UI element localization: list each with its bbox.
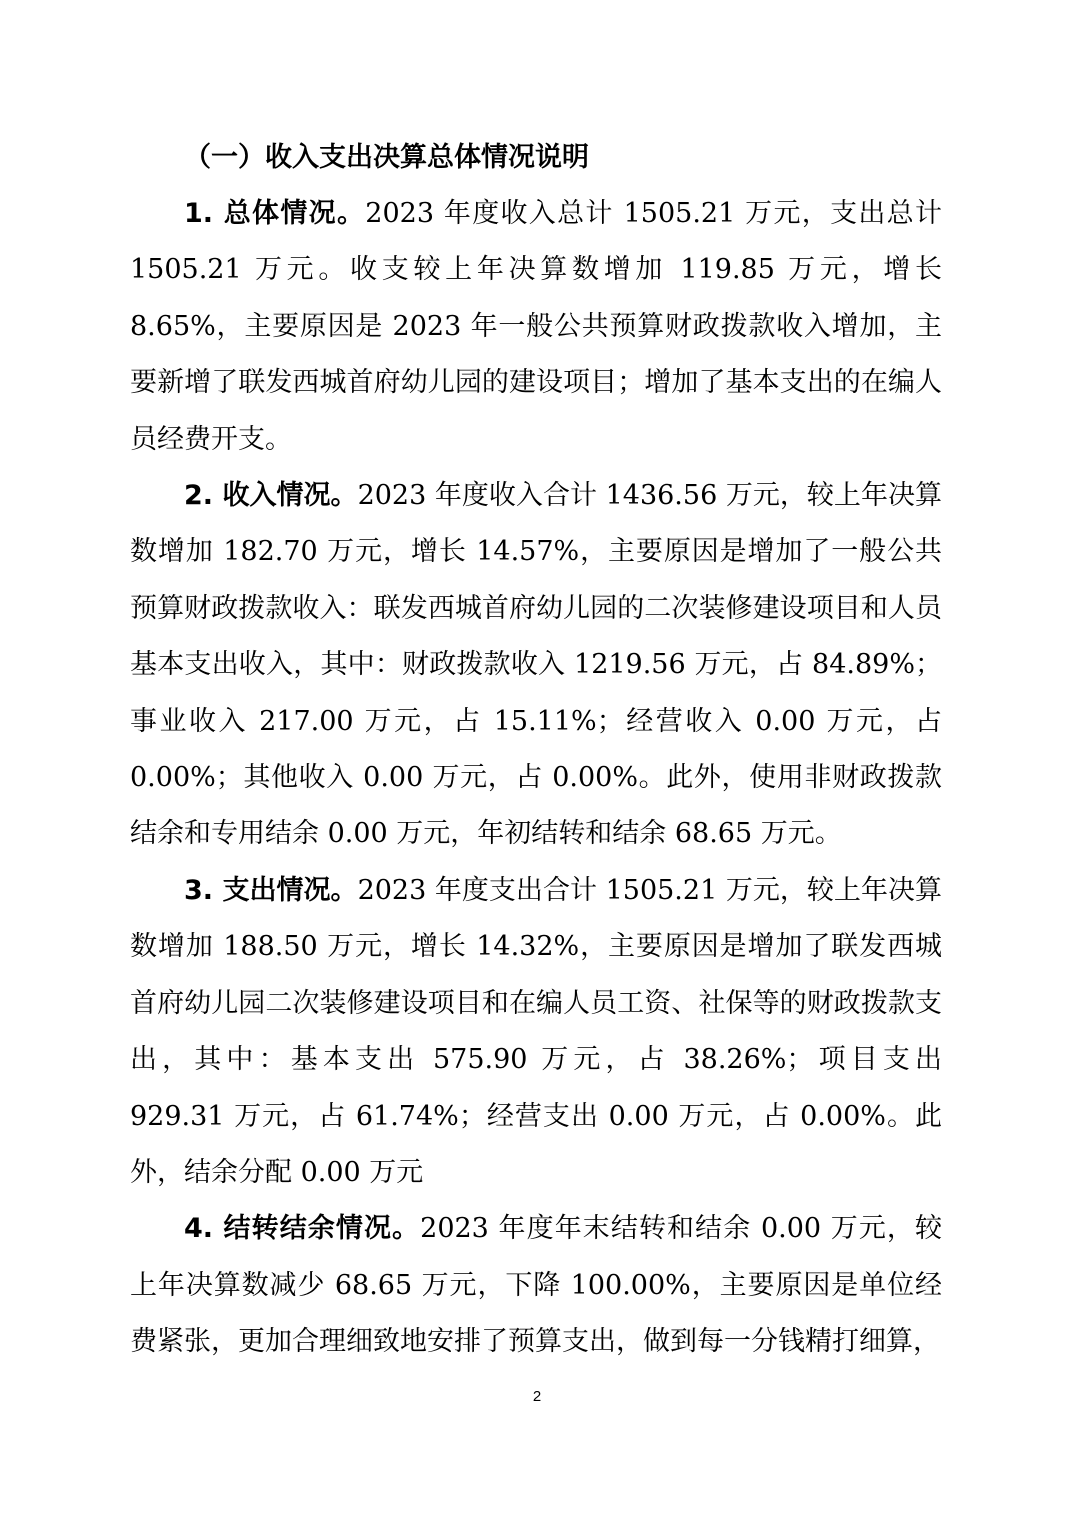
paragraph-lead: 4. 结转结余情况。 [184,1213,421,1245]
paragraph-expenditure [130,863,942,1201]
paragraph-income [130,468,942,863]
paragraph-body: 2023 年度收入合计 1436.56 万元，较上年决算数增加 182.70 万元，增长 14.57%，主要原因是增加了一般公共预算财政拨款收入：联发西城首府幼儿园的二次装修建设项目和人员基本支出收入，其中：财政拨款收入 1219.56 万元，占 84.89%；事业收入 217.00 万元，占 15.11%；经营收入 0.00 万元，占 0.00%；其他收入 0.00 万元，占 0.00%。此外，使用非财政拨款结余和专用结余 0.00 万元，年初结转和结余 68.65 万元。 [130,480,942,850]
paragraph-lead: 2. 收入情况。 [184,480,358,512]
section-title: （一）收入支出决算总体情况说明 [184,142,589,173]
page-content [130,130,942,1371]
paragraph-body: 2023 年度收入总计 1505.21 万元，支出总计 1505.21 万元。收支较上年决算数增加 119.85 万元，增长 8.65%，主要原因是 2023 年一般公共预算财政拨款收入增加，主要新增了联发西城首府幼儿园的建设项目；增加了基本支出的在编人员经费开支。 [130,198,942,455]
page-number: 2 [532,1388,542,1405]
paragraph-balance [130,1201,942,1370]
paragraph-lead: 3. 支出情况。 [184,874,358,906]
paragraph-overall [130,186,942,468]
paragraph-body: 2023 年度支出合计 1505.21 万元，较上年决算数增加 188.50 万元，增长 14.32%，主要原因是增加了联发西城首府幼儿园二次装修建设项目和在编人员工资、社保等的财政拨款支出，其中：基本支出 575.90 万元，占 38.26%；项目支出 929.31 万元，占 61.74%；经营支出 0.00 万元，占 0.00%。此外，结余分配 0.00 万元 [130,874,942,1188]
paragraph-lead: 1. 总体情况。 [184,198,366,229]
paragraph-body: 2023 年度年末结转和结余 0.00 万元，较上年决算数减少 68.65 万元，下降 100.00%，主要原因是单位经费紧张，更加合理细致地安排了预算支出，做到每一分钱精打细算， [130,1213,943,1358]
